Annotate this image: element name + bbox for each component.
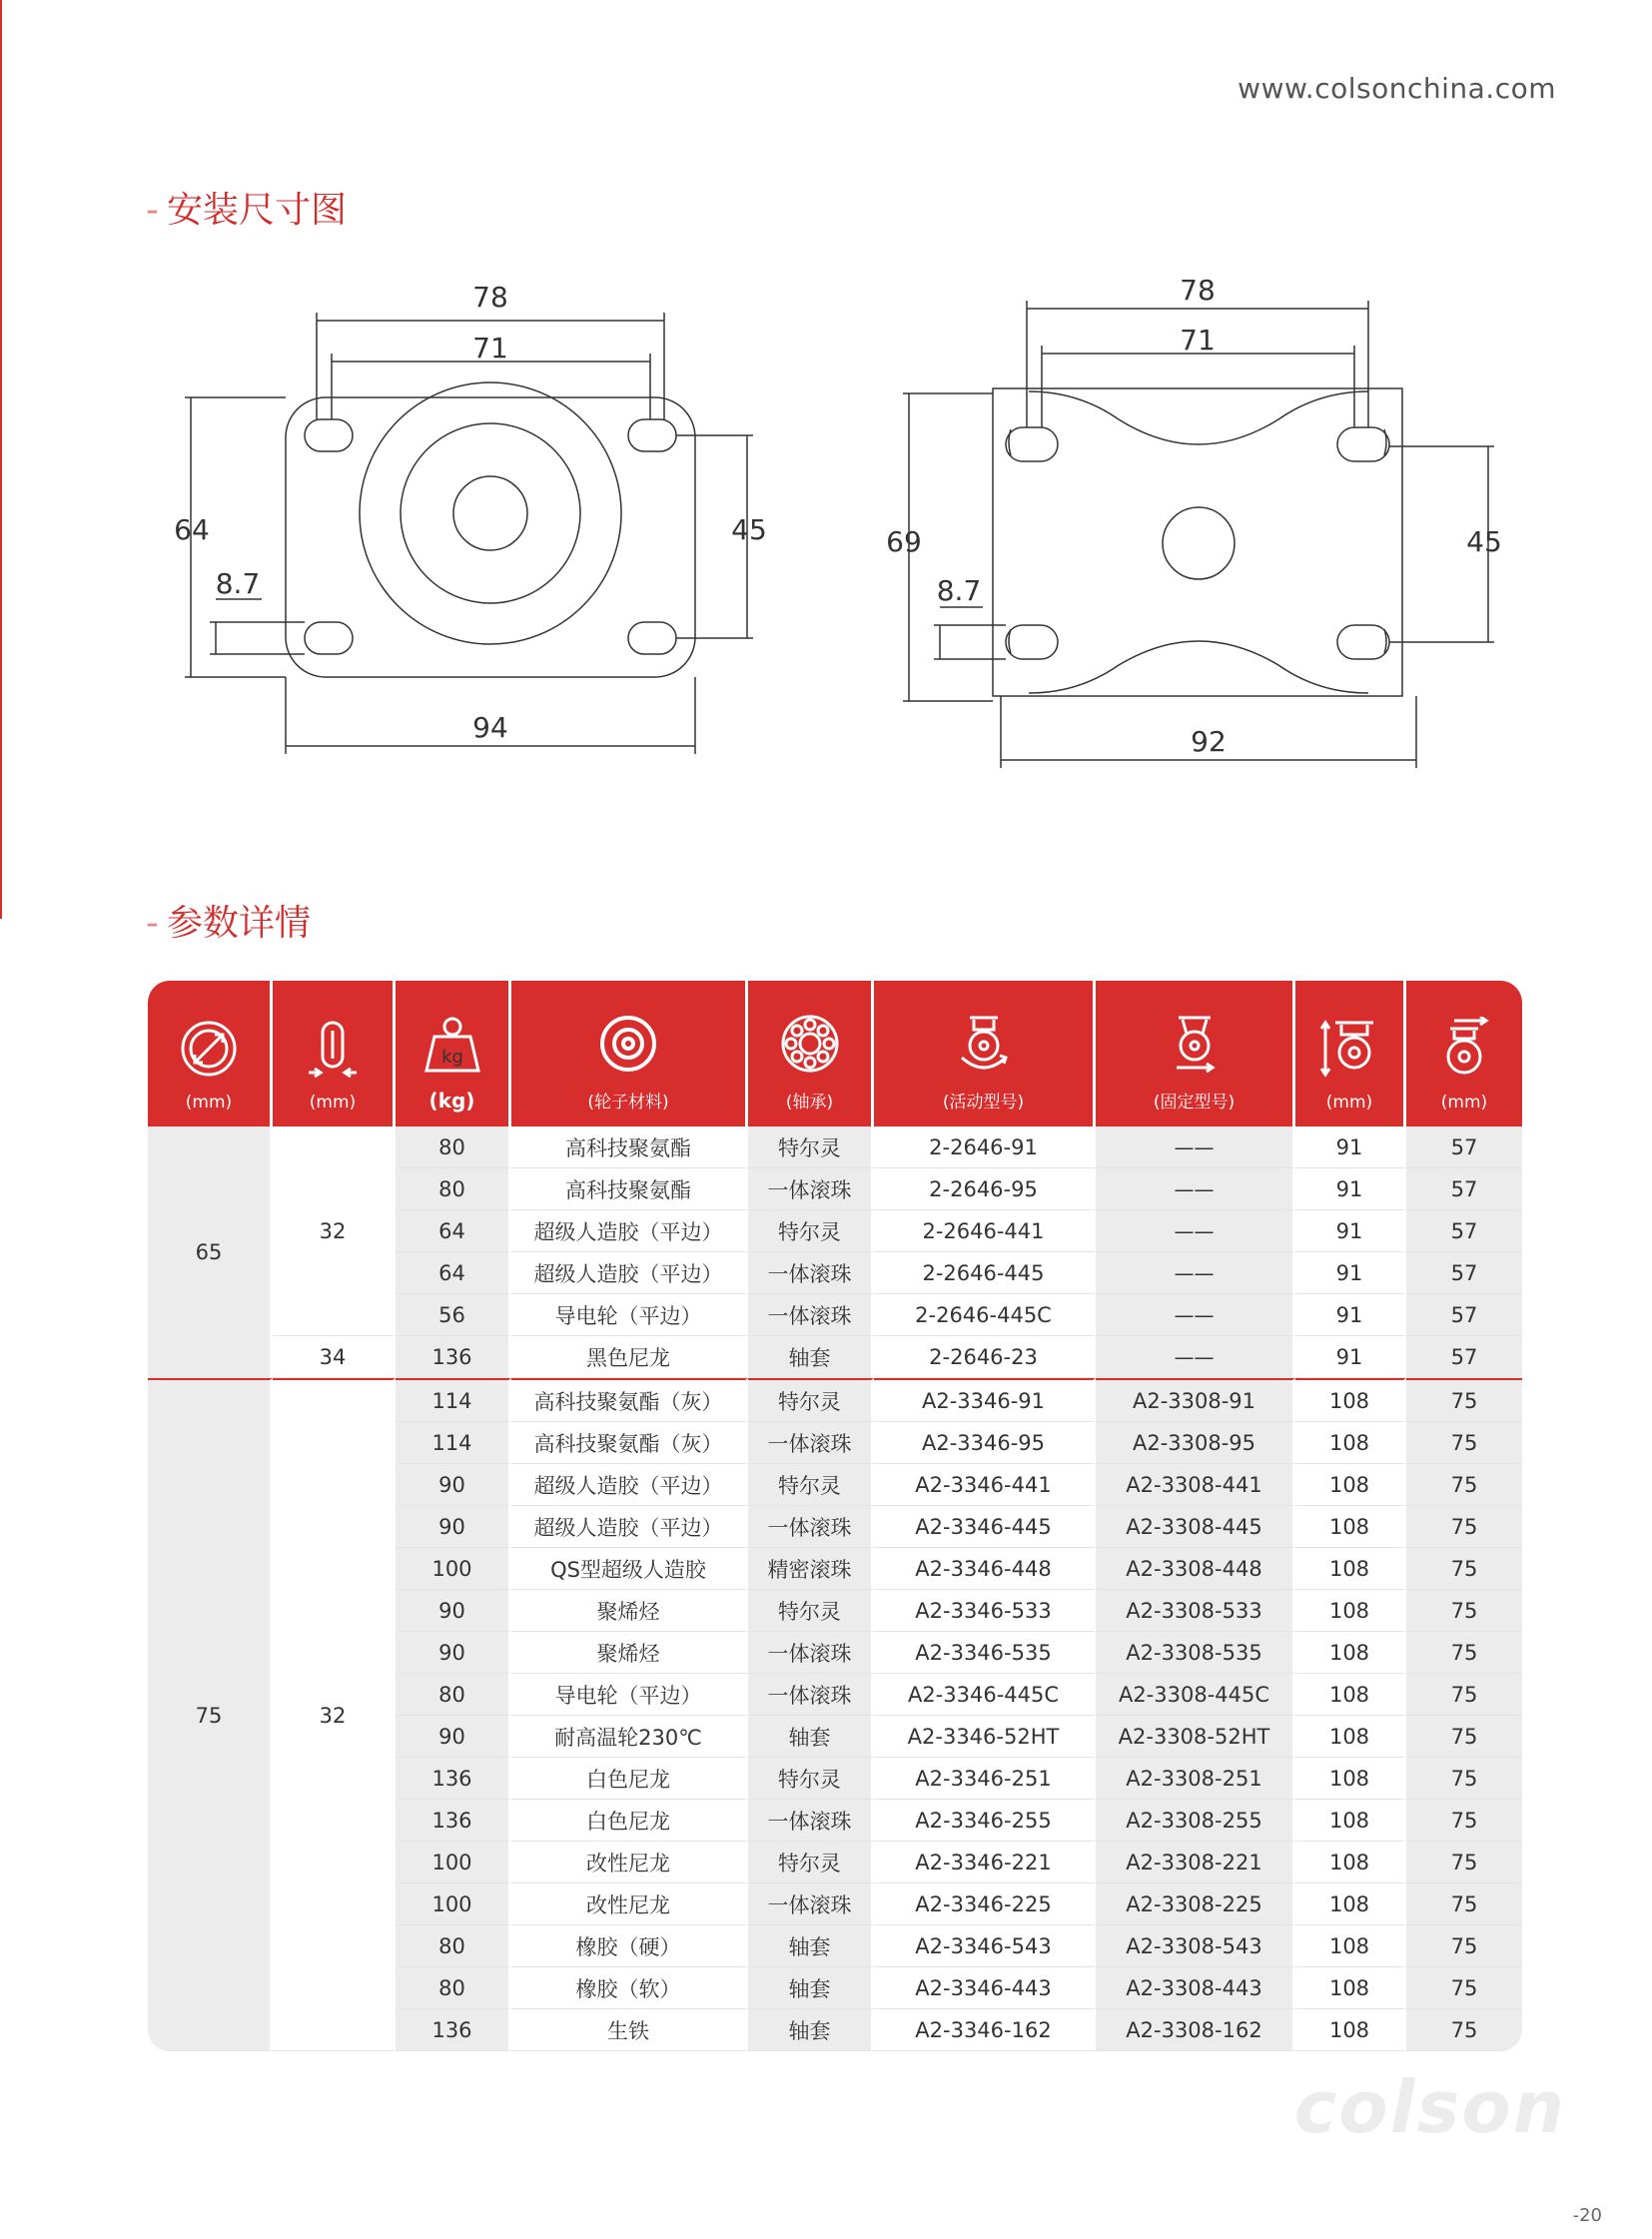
- cell-bearing: 特尔灵: [748, 1842, 874, 1883]
- col-bearing: [748, 981, 874, 1126]
- dim-rigid-slot: 8.7: [936, 574, 982, 607]
- svg-text:kg: kg: [440, 1047, 463, 1068]
- cell-offset: 75: [1406, 1422, 1522, 1464]
- cell-bearing: 特尔灵: [748, 1126, 874, 1168]
- cell-load: 136: [396, 1336, 511, 1378]
- swivel-raceway-inner: [401, 423, 580, 603]
- cell-offset: 57: [1406, 1168, 1522, 1210]
- cell-load: 90: [396, 1716, 511, 1758]
- cell-height: 108: [1295, 1842, 1406, 1883]
- cell-offset: 75: [1406, 1674, 1522, 1716]
- cell-material: 导电轮（平边）: [511, 1674, 748, 1716]
- cell-height: 91: [1295, 1126, 1406, 1168]
- cell-load: 90: [396, 1464, 511, 1506]
- cell-load: 64: [396, 1210, 511, 1252]
- dim-swivel-slot: 8.7: [215, 567, 261, 600]
- site-url[interactable]: www.colsonchina.com: [1238, 72, 1556, 105]
- col-swivel-model: [874, 981, 1096, 1126]
- rigid-center-boss: [1163, 507, 1235, 579]
- cell-offset: 57: [1406, 1210, 1522, 1252]
- cell-swivel-model: A2-3346-533: [874, 1590, 1096, 1632]
- cell-load: 136: [396, 2009, 511, 2051]
- col-label: (mm): [185, 1093, 233, 1113]
- mount-hole: [628, 622, 676, 654]
- cell-material: QS型超级人造胶: [511, 1548, 748, 1590]
- cell-offset: 57: [1406, 1126, 1522, 1168]
- cell-height: 108: [1295, 1925, 1406, 1967]
- cell-height: 108: [1295, 1758, 1406, 1800]
- cell-load: 114: [396, 1378, 511, 1422]
- cell-swivel-model: A2-3346-443: [874, 1967, 1096, 2009]
- mount-hole: [305, 419, 353, 451]
- swivel-offset-icon: [1432, 1017, 1496, 1081]
- cell-swivel-model: A2-3346-91: [874, 1378, 1096, 1422]
- col-overall-height: [1295, 981, 1406, 1126]
- section-dash: -: [146, 190, 159, 231]
- load-weight-icon: [420, 1013, 484, 1077]
- cell-swivel-model: A2-3346-441: [874, 1464, 1096, 1506]
- cell-swivel-model: 2-2646-23: [874, 1336, 1096, 1378]
- cell-material: 高科技聚氨酯（灰）: [511, 1422, 748, 1464]
- col-label: (固定型号): [1153, 1093, 1236, 1113]
- cell-bearing: 轴套: [748, 2009, 874, 2051]
- cell-bearing: 轴套: [748, 1925, 874, 1967]
- col-label: (mm): [309, 1093, 357, 1113]
- cell-offset: 75: [1406, 1967, 1522, 2009]
- cell-swivel-model: A2-3346-448: [874, 1548, 1096, 1590]
- cell-rigid-model: A2-3308-543: [1096, 1925, 1295, 1967]
- cell-swivel-model: A2-3346-535: [874, 1632, 1096, 1674]
- cell-material: 超级人造胶（平边）: [511, 1210, 748, 1252]
- cell-rigid-model: ——: [1096, 1252, 1295, 1294]
- install-drawings: [0, 0, 1652, 899]
- cell-offset: 75: [1406, 1925, 1522, 1967]
- cell-swivel-model: A2-3346-543: [874, 1925, 1096, 1967]
- cell-height: 108: [1295, 1883, 1406, 1925]
- cell-height: 91: [1295, 1294, 1406, 1336]
- dim-rigid-plate-width: 92: [1191, 725, 1227, 758]
- cell-rigid-model: ——: [1096, 1336, 1295, 1378]
- col-label: (轴承): [785, 1093, 834, 1113]
- cell-load: 80: [396, 1925, 511, 1967]
- cell-rigid-model: A2-3308-251: [1096, 1758, 1295, 1800]
- cell-material: 改性尼龙: [511, 1883, 748, 1925]
- cell-bearing: 轴套: [748, 1716, 874, 1758]
- cell-offset: 75: [1406, 1800, 1522, 1842]
- cell-height: 108: [1295, 1464, 1406, 1506]
- table-row: [148, 1378, 1522, 1422]
- cell-bearing: 一体滚珠: [748, 1294, 874, 1336]
- table-header-row: [148, 981, 1522, 1126]
- cell-load: 136: [396, 1758, 511, 1800]
- cell-rigid-model: A2-3308-535: [1096, 1632, 1295, 1674]
- cell-height: 91: [1295, 1210, 1406, 1252]
- section-dash: -: [146, 903, 159, 944]
- cell-bearing: 一体滚珠: [748, 1674, 874, 1716]
- cell-swivel-model: A2-3346-445: [874, 1506, 1096, 1548]
- cell-material: 聚烯烃: [511, 1632, 748, 1674]
- cell-rigid-model: ——: [1096, 1294, 1295, 1336]
- cell-height: 91: [1295, 1336, 1406, 1378]
- dim-swivel-hole-spacing-y: 45: [731, 513, 767, 546]
- cell-bearing: 一体滚珠: [748, 1883, 874, 1925]
- mount-hole: [1337, 625, 1389, 659]
- col-wheel-diameter: [148, 981, 273, 1126]
- cell-bearing: 特尔灵: [748, 1210, 874, 1252]
- col-wheel-material: [511, 981, 748, 1126]
- cell-rigid-model: A2-3308-52HT: [1096, 1716, 1295, 1758]
- cell-load: 90: [396, 1632, 511, 1674]
- cell-rigid-model: A2-3308-445: [1096, 1506, 1295, 1548]
- dim-rigid-hole-spacing-x: 71: [1180, 324, 1216, 357]
- swivel-raceway-outer: [360, 382, 621, 644]
- mount-hole: [1006, 625, 1058, 659]
- cell-rigid-model: A2-3308-443: [1096, 1967, 1295, 2009]
- swivel-kingpin: [453, 476, 527, 550]
- cell-swivel-model: 2-2646-95: [874, 1168, 1096, 1210]
- dim-swivel-outer-width: 78: [472, 281, 508, 314]
- rigid-plate-contour-top: [1029, 391, 1368, 444]
- cell-load: 80: [396, 1674, 511, 1716]
- cell-offset: 57: [1406, 1252, 1522, 1294]
- cell-swivel-model: A2-3346-225: [874, 1883, 1096, 1925]
- cell-material: 橡胶（软）: [511, 1967, 748, 2009]
- cell-offset: 75: [1406, 1506, 1522, 1548]
- cell-offset: 57: [1406, 1294, 1522, 1336]
- swivel-plate-outline: [286, 397, 695, 677]
- cell-offset: 57: [1406, 1336, 1522, 1378]
- cell-offset: 75: [1406, 1378, 1522, 1422]
- dim-rigid-hole-spacing-y: 45: [1466, 525, 1502, 558]
- spec-table: [148, 981, 1522, 2051]
- section-title-params: [146, 895, 311, 946]
- cell-height: 91: [1295, 1252, 1406, 1294]
- cell-diameter: 65: [148, 1126, 273, 1378]
- cell-width: 34: [273, 1336, 396, 1378]
- cell-material: 改性尼龙: [511, 1842, 748, 1883]
- cell-height: 108: [1295, 1800, 1406, 1842]
- cell-load: 100: [396, 1842, 511, 1883]
- cell-swivel-model: 2-2646-441: [874, 1210, 1096, 1252]
- cell-rigid-model: A2-3308-162: [1096, 2009, 1295, 2051]
- cell-bearing: 一体滚珠: [748, 1632, 874, 1674]
- cell-bearing: 特尔灵: [748, 1758, 874, 1800]
- cell-swivel-model: 2-2646-445: [874, 1252, 1096, 1294]
- cell-material: 超级人造胶（平边）: [511, 1464, 748, 1506]
- cell-load: 100: [396, 1548, 511, 1590]
- brand-logo: colson: [1293, 2065, 1566, 2149]
- cell-load: 56: [396, 1294, 511, 1336]
- cell-material: 白色尼龙: [511, 1800, 748, 1842]
- cell-width: 32: [273, 1126, 396, 1336]
- cell-bearing: 特尔灵: [748, 1464, 874, 1506]
- cell-load: 90: [396, 1506, 511, 1548]
- cell-load: 114: [396, 1422, 511, 1464]
- cell-rigid-model: ——: [1096, 1168, 1295, 1210]
- col-load: [396, 981, 511, 1126]
- cell-swivel-model: 2-2646-445C: [874, 1294, 1096, 1336]
- cell-offset: 75: [1406, 1842, 1522, 1883]
- cell-material: 白色尼龙: [511, 1758, 748, 1800]
- cell-rigid-model: ——: [1096, 1210, 1295, 1252]
- cell-load: 90: [396, 1590, 511, 1632]
- cell-height: 108: [1295, 1716, 1406, 1758]
- cell-bearing: 精密滚珠: [748, 1548, 874, 1590]
- cell-bearing: 一体滚珠: [748, 1422, 874, 1464]
- col-label: (kg): [428, 1089, 475, 1113]
- cell-offset: 75: [1406, 1716, 1522, 1758]
- cell-bearing: 一体滚珠: [748, 1252, 874, 1294]
- table-row: [148, 1336, 1522, 1378]
- mount-hole: [1337, 427, 1389, 461]
- table-row: [148, 1126, 1522, 1168]
- cell-offset: 75: [1406, 1464, 1522, 1506]
- cell-swivel-model: A2-3346-162: [874, 2009, 1096, 2051]
- cell-material: 超级人造胶（平边）: [511, 1506, 748, 1548]
- cell-bearing: 一体滚珠: [748, 1506, 874, 1548]
- cell-load: 136: [396, 1800, 511, 1842]
- cell-material: 高科技聚氨酯: [511, 1126, 748, 1168]
- cell-rigid-model: A2-3308-255: [1096, 1800, 1295, 1842]
- cell-height: 108: [1295, 2009, 1406, 2051]
- mount-hole: [628, 419, 676, 451]
- cell-bearing: 一体滚珠: [748, 1800, 874, 1842]
- cell-swivel-model: A2-3346-445C: [874, 1674, 1096, 1716]
- cell-height: 108: [1295, 1422, 1406, 1464]
- cell-material: 耐高温轮230℃: [511, 1716, 748, 1758]
- col-wheel-width: [273, 981, 396, 1126]
- cell-offset: 75: [1406, 1548, 1522, 1590]
- cell-material: 生铁: [511, 2009, 748, 2051]
- dim-swivel-plate-width: 94: [472, 711, 508, 744]
- rigid-plate-contour-bottom: [1029, 641, 1368, 693]
- col-label: (mm): [1325, 1093, 1373, 1113]
- col-label: (轮子材料): [587, 1093, 669, 1113]
- mount-hole: [1006, 427, 1058, 461]
- page-number: -20: [1572, 2205, 1602, 2226]
- col-swivel-offset: [1406, 981, 1522, 1126]
- cell-material: 聚烯烃: [511, 1590, 748, 1632]
- cell-swivel-model: A2-3346-221: [874, 1842, 1096, 1883]
- cell-height: 108: [1295, 1548, 1406, 1590]
- swivel-caster-icon: [952, 1012, 1016, 1076]
- col-label: (mm): [1440, 1093, 1488, 1113]
- cell-height: 108: [1295, 1632, 1406, 1674]
- cell-height: 108: [1295, 1967, 1406, 2009]
- rigid-plate-contour-left: [1009, 429, 1011, 653]
- rigid-plate-drawing: [886, 274, 1502, 768]
- cell-height: 108: [1295, 1506, 1406, 1548]
- cell-rigid-model: A2-3308-221: [1096, 1842, 1295, 1883]
- dim-rigid-height: 69: [886, 525, 922, 558]
- swivel-plate-drawing: [174, 281, 767, 754]
- cell-material: 高科技聚氨酯: [511, 1168, 748, 1210]
- cell-offset: 75: [1406, 1883, 1522, 1925]
- mount-hole: [305, 622, 353, 654]
- cell-rigid-model: A2-3308-225: [1096, 1883, 1295, 1925]
- cell-swivel-model: A2-3346-95: [874, 1422, 1096, 1464]
- dim-swivel-height: 64: [174, 513, 210, 546]
- cell-rigid-model: A2-3308-95: [1096, 1422, 1295, 1464]
- cell-bearing: 特尔灵: [748, 1590, 874, 1632]
- cell-diameter: 75: [148, 1378, 273, 2051]
- overall-height-icon: [1317, 1017, 1381, 1081]
- cell-height: 91: [1295, 1168, 1406, 1210]
- rigid-plate-contour-right: [1384, 429, 1386, 653]
- cell-bearing: 轴套: [748, 1336, 874, 1378]
- section-title-text: 参数详情: [167, 903, 312, 944]
- wheel-material-icon: [596, 1012, 660, 1076]
- col-label: (活动型号): [942, 1093, 1025, 1113]
- cell-swivel-model: A2-3346-255: [874, 1800, 1096, 1842]
- cell-height: 108: [1295, 1378, 1406, 1422]
- section-title-text: 安装尺寸图: [167, 190, 348, 231]
- cell-material: 高科技聚氨酯（灰）: [511, 1378, 748, 1422]
- cell-offset: 75: [1406, 1632, 1522, 1674]
- dim-rigid-outer-width: 78: [1180, 274, 1216, 307]
- cell-rigid-model: A2-3308-448: [1096, 1548, 1295, 1590]
- cell-material: 黑色尼龙: [511, 1336, 748, 1378]
- cell-rigid-model: ——: [1096, 1126, 1295, 1168]
- col-rigid-model: [1096, 981, 1295, 1126]
- cell-rigid-model: A2-3308-441: [1096, 1464, 1295, 1506]
- cell-load: 80: [396, 1168, 511, 1210]
- cell-offset: 75: [1406, 1590, 1522, 1632]
- cell-swivel-model: A2-3346-251: [874, 1758, 1096, 1800]
- cell-material: 橡胶（硬）: [511, 1925, 748, 1967]
- cell-height: 108: [1295, 1590, 1406, 1632]
- cell-load: 80: [396, 1126, 511, 1168]
- cell-offset: 75: [1406, 2009, 1522, 2051]
- cell-rigid-model: A2-3308-445C: [1096, 1674, 1295, 1716]
- cell-bearing: 一体滚珠: [748, 1168, 874, 1210]
- cell-swivel-model: A2-3346-52HT: [874, 1716, 1096, 1758]
- cell-swivel-model: 2-2646-91: [874, 1126, 1096, 1168]
- bearing-icon: [778, 1012, 842, 1076]
- cell-load: 64: [396, 1252, 511, 1294]
- cell-height: 108: [1295, 1674, 1406, 1716]
- cell-offset: 75: [1406, 1758, 1522, 1800]
- cell-rigid-model: A2-3308-533: [1096, 1590, 1295, 1632]
- cell-width: 32: [273, 1378, 396, 2051]
- cell-rigid-model: A2-3308-91: [1096, 1378, 1295, 1422]
- cell-material: 超级人造胶（平边）: [511, 1252, 748, 1294]
- wheel-diameter-icon: [177, 1017, 241, 1081]
- cell-load: 80: [396, 1967, 511, 2009]
- dim-swivel-hole-spacing-x: 71: [472, 332, 508, 365]
- rigid-caster-icon: [1163, 1012, 1227, 1076]
- wheel-width-icon: [301, 1017, 365, 1081]
- cell-material: 导电轮（平边）: [511, 1294, 748, 1336]
- cell-bearing: 轴套: [748, 1967, 874, 2009]
- cell-load: 100: [396, 1883, 511, 1925]
- cell-bearing: 特尔灵: [748, 1378, 874, 1422]
